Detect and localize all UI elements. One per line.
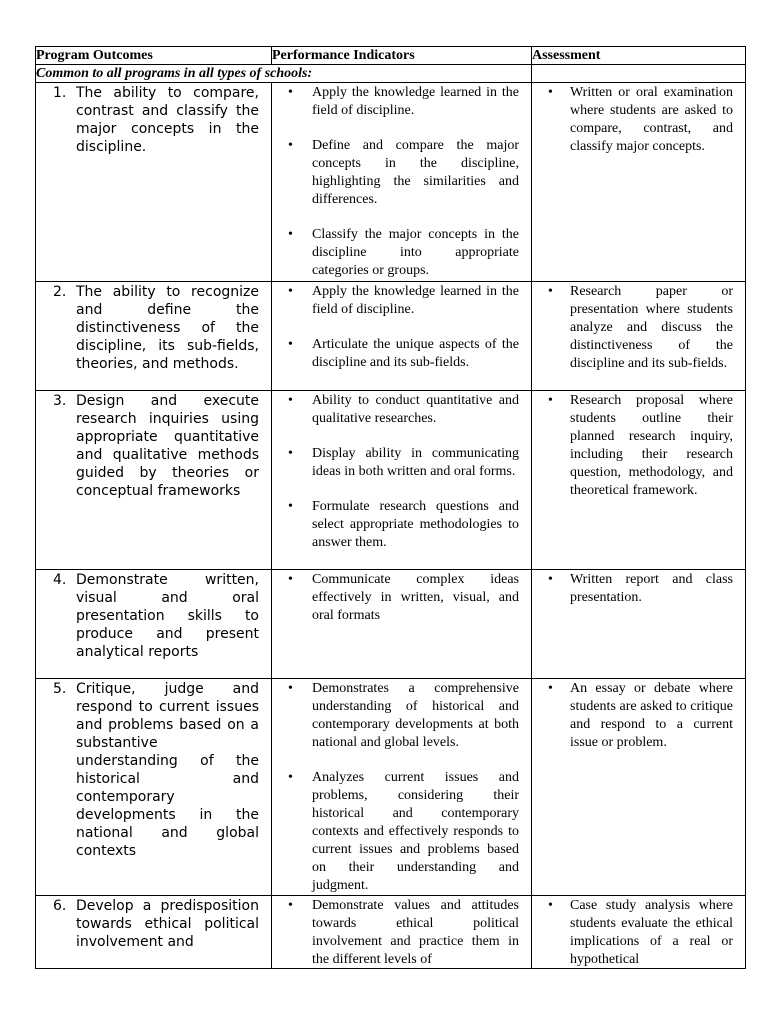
indicators-cell — [272, 391, 532, 570]
outcome-number: 5. — [53, 681, 67, 697]
indicators-cell — [272, 679, 532, 896]
bullet-icon: • — [548, 393, 553, 408]
assessment-list — [532, 282, 745, 373]
bullet-icon: • — [288, 138, 293, 153]
indicator-item: • Apply the knowledge learned in the field of discipline. — [288, 284, 519, 317]
bullet-icon: • — [288, 284, 293, 299]
assessment-cell — [532, 679, 746, 896]
bullet-icon: • — [288, 770, 293, 785]
bullet-icon: • — [288, 227, 293, 242]
bullet-icon: • — [548, 85, 553, 100]
outcome-item — [36, 83, 271, 156]
indicators-list — [272, 896, 531, 968]
bullet-icon: • — [288, 898, 293, 913]
outcome-number: 4. — [53, 572, 67, 588]
indicators-list — [272, 282, 531, 372]
bullet-icon: • — [288, 85, 293, 100]
bullet-icon: • — [288, 499, 293, 514]
indicator-item: • Demonstrate values and attitudes towards ethical political involvement and practice them in the different levels of — [288, 898, 519, 967]
outcome-number: 1. — [53, 85, 67, 101]
table-row — [36, 896, 746, 969]
indicators-list — [272, 679, 531, 895]
bullet-icon: • — [548, 284, 553, 299]
outcome-item — [36, 282, 271, 373]
bullet-icon: • — [548, 681, 553, 696]
table-row — [36, 391, 746, 570]
assessment-item: • Research paper or presentation where students analyze and discuss the distinctiveness of the discipline and its sub-fields. — [548, 284, 733, 371]
indicator-item: • Define and compare the major concepts in the discipline, highlighting the similarities and differences. — [288, 138, 519, 207]
assessment-cell — [532, 83, 746, 282]
outcome-item — [36, 570, 271, 661]
outcome-text: The ability to recognize and define the distinctiveness of the discipline, its sub-fields, theories, and methods. — [76, 284, 259, 372]
outcome-number: 3. — [53, 393, 67, 409]
assessment-item: • Written or oral examination where students are asked to compare, contrast, and classify major concepts. — [548, 85, 733, 154]
outcome-text: Design and execute research inquiries using appropriate quantitative and qualitative methods guided by theories or conceptual frameworks — [76, 393, 259, 499]
header-performance-indicators: Performance Indicators — [272, 47, 532, 65]
outcome-cell — [36, 83, 272, 282]
indicators-list — [272, 391, 531, 552]
common-row — [36, 65, 746, 83]
indicator-item: • Apply the knowledge learned in the field of discipline. — [288, 85, 519, 118]
program-outcomes-table — [35, 46, 746, 969]
header-assessment: Assessment — [532, 47, 746, 65]
outcome-cell — [36, 679, 272, 896]
assessment-item: • Case study analysis where students evaluate the ethical implications of a real or hypothetical — [548, 898, 733, 967]
table-row — [36, 570, 746, 679]
outcome-number: 2. — [53, 284, 67, 300]
outcome-number: 6. — [53, 898, 67, 914]
indicator-item: • Analyzes current issues and problems, considering their historical and contemporary contexts and effectively responds to current issues and problems based on their understanding and judgment. — [288, 770, 519, 893]
indicators-cell — [272, 83, 532, 282]
assessment-list — [532, 83, 745, 156]
bullet-icon: • — [288, 572, 293, 587]
assessment-item: • Research proposal where students outline their planned research inquiry, including their research question, methodology, and theoretical framework. — [548, 393, 733, 498]
assessment-cell — [532, 896, 746, 969]
indicator-item: • Demonstrates a comprehensive understanding of historical and contemporary developments at both national and global levels. — [288, 681, 519, 750]
assessment-list — [532, 679, 745, 752]
indicators-list — [272, 83, 531, 280]
bullet-icon: • — [288, 393, 293, 408]
assessment-cell — [532, 570, 746, 679]
outcome-cell — [36, 896, 272, 969]
indicator-item: • Articulate the unique aspects of the discipline and its sub-fields. — [288, 337, 519, 370]
assessment-item: • Written report and class presentation. — [548, 572, 733, 605]
outcome-cell — [36, 282, 272, 391]
indicator-item: • Display ability in communicating ideas in both written and oral forms. — [288, 446, 519, 479]
outcome-cell — [36, 570, 272, 679]
indicators-cell — [272, 282, 532, 391]
assessment-cell — [532, 282, 746, 391]
assessment-list — [532, 896, 745, 968]
outcome-text: The ability to compare, contrast and classify the major concepts in the discipline. — [76, 85, 259, 155]
indicators-cell — [272, 570, 532, 679]
bullet-icon: • — [288, 681, 293, 696]
common-empty-cell — [532, 65, 746, 83]
indicator-item: • Classify the major concepts in the discipline into appropriate categories or groups. — [288, 227, 519, 278]
indicator-item: • Communicate complex ideas effectively in written, visual, and oral formats — [288, 572, 519, 623]
common-label: Common to all programs in all types of schools: — [36, 65, 532, 83]
assessment-list — [532, 391, 745, 500]
table-row — [36, 282, 746, 391]
table-row — [36, 83, 746, 282]
outcome-text: Demonstrate written, visual and oral presentation skills to produce and present analytical reports — [76, 572, 259, 660]
outcome-item — [36, 679, 271, 860]
bullet-icon: • — [548, 898, 553, 913]
outcome-cell — [36, 391, 272, 570]
assessment-cell — [532, 391, 746, 570]
indicators-list — [272, 570, 531, 625]
assessment-item: • An essay or debate where students are asked to critique and respond to a current issue or problem. — [548, 681, 733, 750]
table-row — [36, 679, 746, 896]
indicator-item: • Formulate research questions and select appropriate methodologies to answer them. — [288, 499, 519, 550]
outcome-item — [36, 391, 271, 500]
outcome-item — [36, 896, 271, 951]
outcome-text: Develop a predisposition towards ethical political involvement and — [76, 898, 259, 950]
bullet-icon: • — [548, 572, 553, 587]
indicator-item: • Ability to conduct quantitative and qualitative researches. — [288, 393, 519, 426]
assessment-list — [532, 570, 745, 607]
outcome-text: Critique, judge and respond to current issues and problems based on a substantive understanding of the historical and contemporary developments in the national and global contexts — [76, 681, 259, 859]
indicators-cell — [272, 896, 532, 969]
header-program-outcomes: Program Outcomes — [36, 47, 272, 65]
bullet-icon: • — [288, 337, 293, 352]
table-header-row — [36, 47, 746, 65]
bullet-icon: • — [288, 446, 293, 461]
